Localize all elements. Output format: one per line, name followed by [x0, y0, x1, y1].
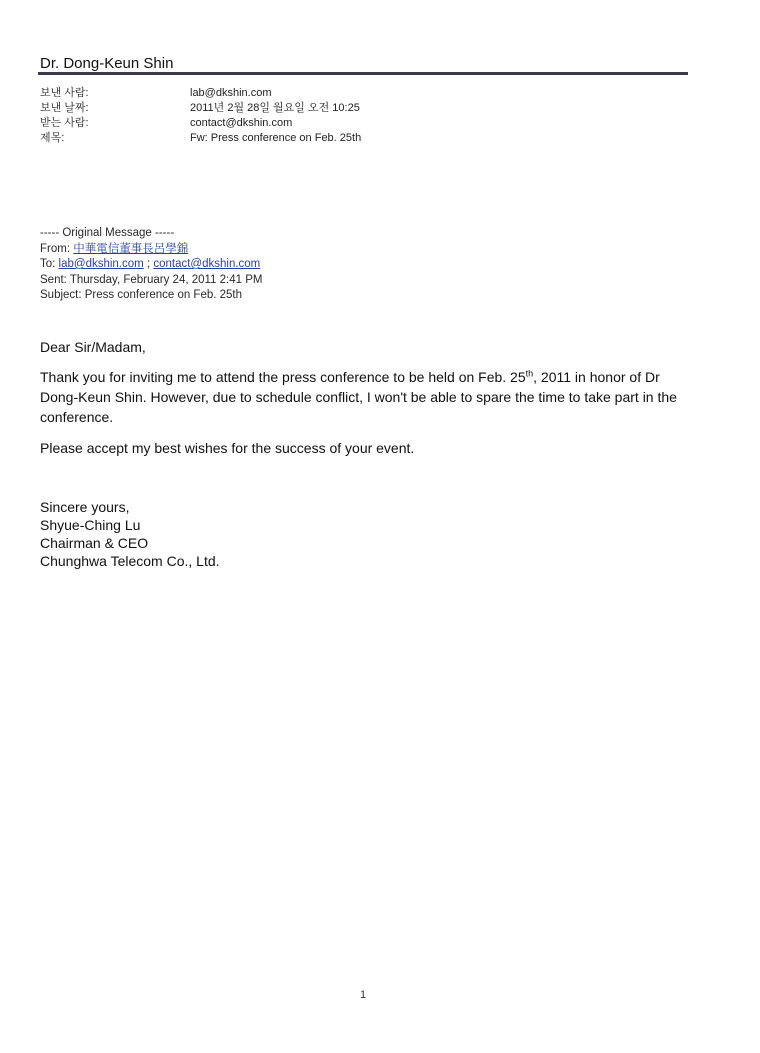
signature-block: [40, 498, 220, 570]
original-from-line: [40, 242, 262, 258]
signature-company: Chunghwa Telecom Co., Ltd.: [40, 553, 220, 569]
page-number: 1: [360, 989, 367, 1001]
meta-row-subject: [40, 131, 361, 146]
meta-row-sender: [40, 86, 361, 101]
sent-label: Sent:: [40, 273, 67, 286]
meta-label: 보낸 날짜:: [40, 102, 89, 114]
document-header-name: Dr. Dong-Keun Shin: [40, 55, 174, 72]
letter-body: [40, 337, 700, 458]
original-to-line: [40, 257, 262, 273]
meta-value: Fw: Press conference on Feb. 25th: [190, 132, 362, 144]
meta-row-date: [40, 101, 361, 116]
paragraph-text: Thank you for inviting me to attend the press conference to be held on Feb. 25: [40, 369, 526, 385]
original-sent-line: [40, 273, 262, 289]
original-message-divider: ----- Original Message -----: [40, 227, 175, 239]
subject-label: Subject:: [40, 289, 82, 301]
signature-title: Chairman & CEO: [40, 535, 149, 551]
to-address-link-1[interactable]: lab@dkshin.com: [58, 258, 144, 270]
original-subject-line: [40, 288, 262, 304]
letter-paragraph-2: Please accept my best wishes for the success of your event.: [40, 440, 415, 456]
meta-value: contact@dkshin.com: [190, 117, 293, 129]
meta-value: lab@dkshin.com: [190, 87, 272, 99]
meta-label: 제목:: [40, 132, 65, 144]
to-label: To:: [40, 258, 56, 270]
letter-paragraph-1: [40, 367, 700, 427]
to-separator: ;: [146, 258, 151, 270]
header-divider: [38, 72, 688, 75]
from-label: From:: [40, 242, 71, 255]
subject-value: Press conference on Feb. 25th: [84, 289, 243, 301]
meta-label: 받는 사람:: [40, 117, 89, 129]
original-message-header: [40, 226, 262, 304]
meta-value: 2011년 2월 28일 월요일 오전 10:25: [190, 102, 360, 114]
email-meta-table: [40, 86, 361, 146]
paragraph-text: , 2011 in honor of Dr Dong-Keun Shin. However, due to schedule conflict, I won't be able to spare the time to take part in the conference.: [40, 369, 677, 425]
sent-value: Thursday, February 24, 2011 2:41 PM: [69, 273, 263, 286]
signature-closing: Sincere yours,: [40, 499, 130, 515]
meta-row-recipient: [40, 116, 361, 131]
signature-name: Shyue-Ching Lu: [40, 517, 141, 533]
letter-greeting: Dear Sir/Madam,: [40, 339, 146, 355]
from-sender-link[interactable]: 中華電信董事長呂學錦: [73, 242, 189, 255]
ordinal-suffix: th: [525, 368, 534, 379]
to-address-link-2[interactable]: contact@dkshin.com: [153, 258, 261, 270]
meta-label: 보낸 사람:: [40, 87, 89, 99]
